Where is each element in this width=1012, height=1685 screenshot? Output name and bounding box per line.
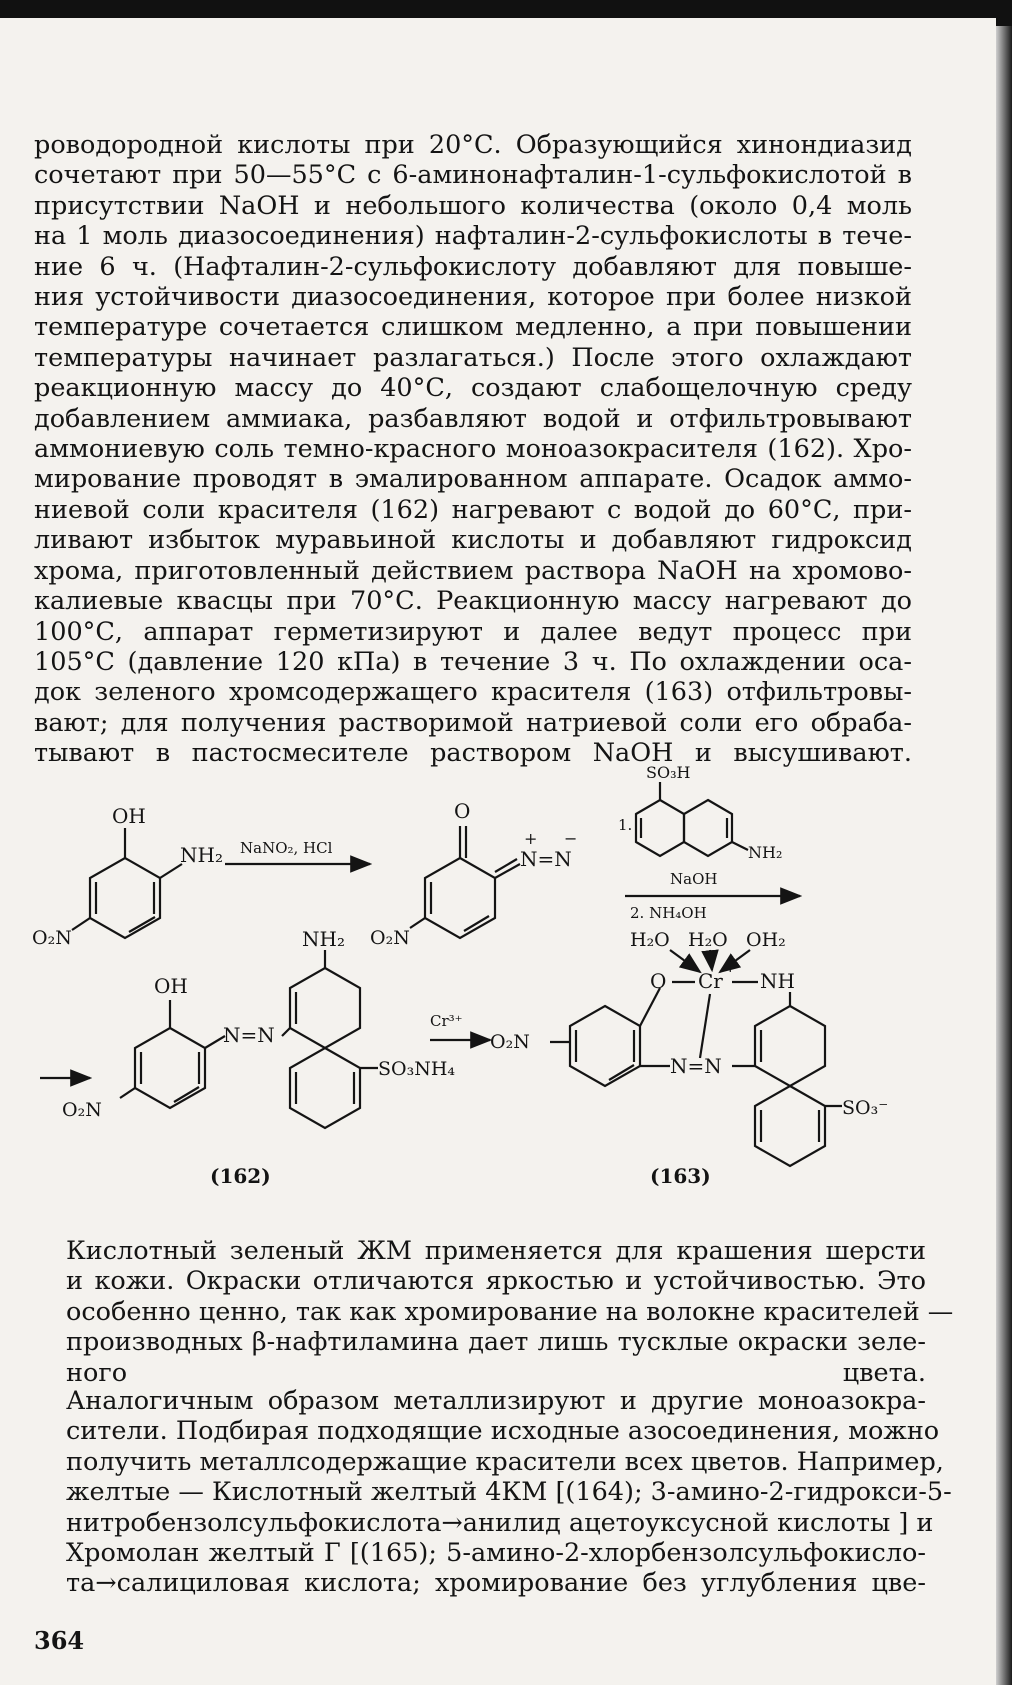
text-line: док зеленого хромсодержащего красителя (163) отфильтровы- <box>34 677 912 708</box>
d163-azo: N=N <box>670 1054 722 1078</box>
d163-no2: O₂N <box>490 1031 530 1053</box>
paragraph-2 <box>66 1236 954 1388</box>
text-line: нитробензолсульфокислота→анилид ацетоуксусной кислоты ] и <box>66 1507 934 1538</box>
d162-so3: SO₃NH₄ <box>378 1058 456 1080</box>
text-line: калиевые квасцы при 70°С. Реакционную массу нагревают до <box>34 586 912 617</box>
d163-cr: Cr <box>698 969 723 993</box>
text-line: присутствии NaOH и небольшого количества (около 0,4 моль <box>34 190 912 221</box>
text-line: ного цвета. <box>66 1357 926 1388</box>
d162-oh: OH <box>154 974 188 998</box>
text-line: температуры начинает разлагаться.) После этого охлаждают <box>34 342 912 373</box>
d162-azo: N=N <box>223 1023 275 1047</box>
text-line: ливают избыток муравьиной кислоты и добавляют гидроксид <box>34 525 912 556</box>
book-page <box>0 18 996 1685</box>
text-line: желтые — Кислотный желтый 4КМ [(164); 3-амино-2-гидрокси-5- <box>66 1477 952 1508</box>
text-line: тывают в пастосмесителе раствором NaOH и высушивают. <box>34 738 912 769</box>
d163-h2o-a: H₂O <box>630 929 670 951</box>
text-line: аммониевую соль темно-красного моноазокрасителя (162). Хро- <box>34 434 912 465</box>
d163-o: O <box>650 969 667 993</box>
text-line: Аналогичным образом металлизируют и другие моноазокра- <box>66 1386 926 1416</box>
sm-oh-label: OH <box>112 804 146 828</box>
d163-cr-plus: + <box>724 958 737 976</box>
qd-minus: − <box>564 829 578 848</box>
sm-no2-label: O₂N <box>32 927 72 949</box>
dye-162 <box>40 927 455 1188</box>
label-162: (162) <box>210 1164 271 1188</box>
d162-nh2: NH₂ <box>302 927 345 951</box>
reaction-scheme <box>20 763 960 1238</box>
text-line: реакционную массу до 40°С, создают слабощелочную среду <box>34 373 912 404</box>
page-number: 364 <box>34 1626 85 1655</box>
dye-163 <box>490 929 888 1188</box>
text-line: ние 6 ч. (Нафталин-2-сульфокислоту добавляют для повыше- <box>34 251 912 282</box>
nap-so3h-label: SO₃H <box>646 763 691 782</box>
text-line: особенно ценно, так как хромирование на волокне красителей — <box>66 1296 954 1327</box>
text-line: и кожи. Окраски отличаются яркостью и устойчивостью. Это <box>66 1266 926 1297</box>
reagent2-num: 1. <box>618 816 633 834</box>
text-line: хрома, приготовленный действием раствора NaOH на хромово- <box>34 555 912 586</box>
text-line: на 1 моль диазосоединения) нафталин-2-сульфокислоты в тече- <box>34 221 912 252</box>
text-line: мирование проводят в эмалированном аппарате. Осадок аммо- <box>34 464 912 495</box>
text-line: получить металлсодержащие красители всех цветов. Например, <box>66 1446 944 1477</box>
sm-nh2-label: NH₂ <box>180 843 223 867</box>
text-line: роводородной кислоты при 20°С. Образующийся хинондиазид <box>34 130 912 160</box>
d162-no2: O₂N <box>62 1099 102 1121</box>
text-line: та→салициловая кислота; хромирование без углубления цве- <box>66 1568 926 1599</box>
nap-nh2-label: NH₂ <box>748 843 783 862</box>
d163-so3: SO₃⁻ <box>842 1097 889 1119</box>
text-line: температуре сочетается слишком медленно, а при повышении <box>34 312 912 343</box>
qd-no2-label: O₂N <box>370 927 410 949</box>
label-163: (163) <box>650 1164 711 1188</box>
text-line: 105°С (давление 120 кПа) в течение 3 ч. По охлаждении оса- <box>34 646 912 677</box>
paragraph-3 <box>66 1386 952 1599</box>
quinone-diazide <box>370 799 577 949</box>
d163-oh2: OH₂ <box>746 929 786 951</box>
text-line: ниевой соли красителя (162) нагревают с водой до 60°С, при- <box>34 494 912 525</box>
text-line: Кислотный зеленый ЖМ применяется для крашения шерсти <box>66 1236 926 1266</box>
reagent-cr: Cr³⁺ <box>430 1012 463 1030</box>
starting-material <box>32 804 223 949</box>
text-line: сочетают при 50—55°С с 6-аминонафталин-1-сульфокислотой в <box>34 160 912 191</box>
scan-right-edge <box>996 26 1012 1685</box>
qd-plus: + <box>524 829 538 848</box>
qd-n2-label: N=N <box>520 847 572 871</box>
text-line: 100°С, аппарат герметизируют и далее ведут процесс при <box>34 616 912 647</box>
reagent-nh4oh: 2. NH₄OH <box>630 904 707 922</box>
paragraph-1 <box>34 130 912 769</box>
naphthalene-reagent <box>618 763 782 862</box>
text-line: производных β-нафтиламина дает лишь тусклые окраски зеле- <box>66 1327 926 1358</box>
text-line: ния устойчивости диазосоединения, которое при более низкой <box>34 282 912 313</box>
reagent-naoh: NaOH <box>670 870 718 888</box>
text-line: сители. Подбирая подходящие исходные азосоединения, можно <box>66 1416 940 1447</box>
reagents-1: NaNO₂, HCl <box>240 839 333 857</box>
d163-h2o-b: H₂O <box>688 929 728 951</box>
d163-nh: NH <box>760 969 795 993</box>
text-line: вают; для получения растворимой натриевой соли его обраба- <box>34 707 912 738</box>
text-line: Хромолан желтый Г [(165); 5-амино-2-хлорбензолсульфокисло- <box>66 1538 926 1569</box>
qd-o-label: O <box>454 799 471 823</box>
text-line: добавлением аммиака, разбавляют водой и отфильтровывают <box>34 403 912 434</box>
